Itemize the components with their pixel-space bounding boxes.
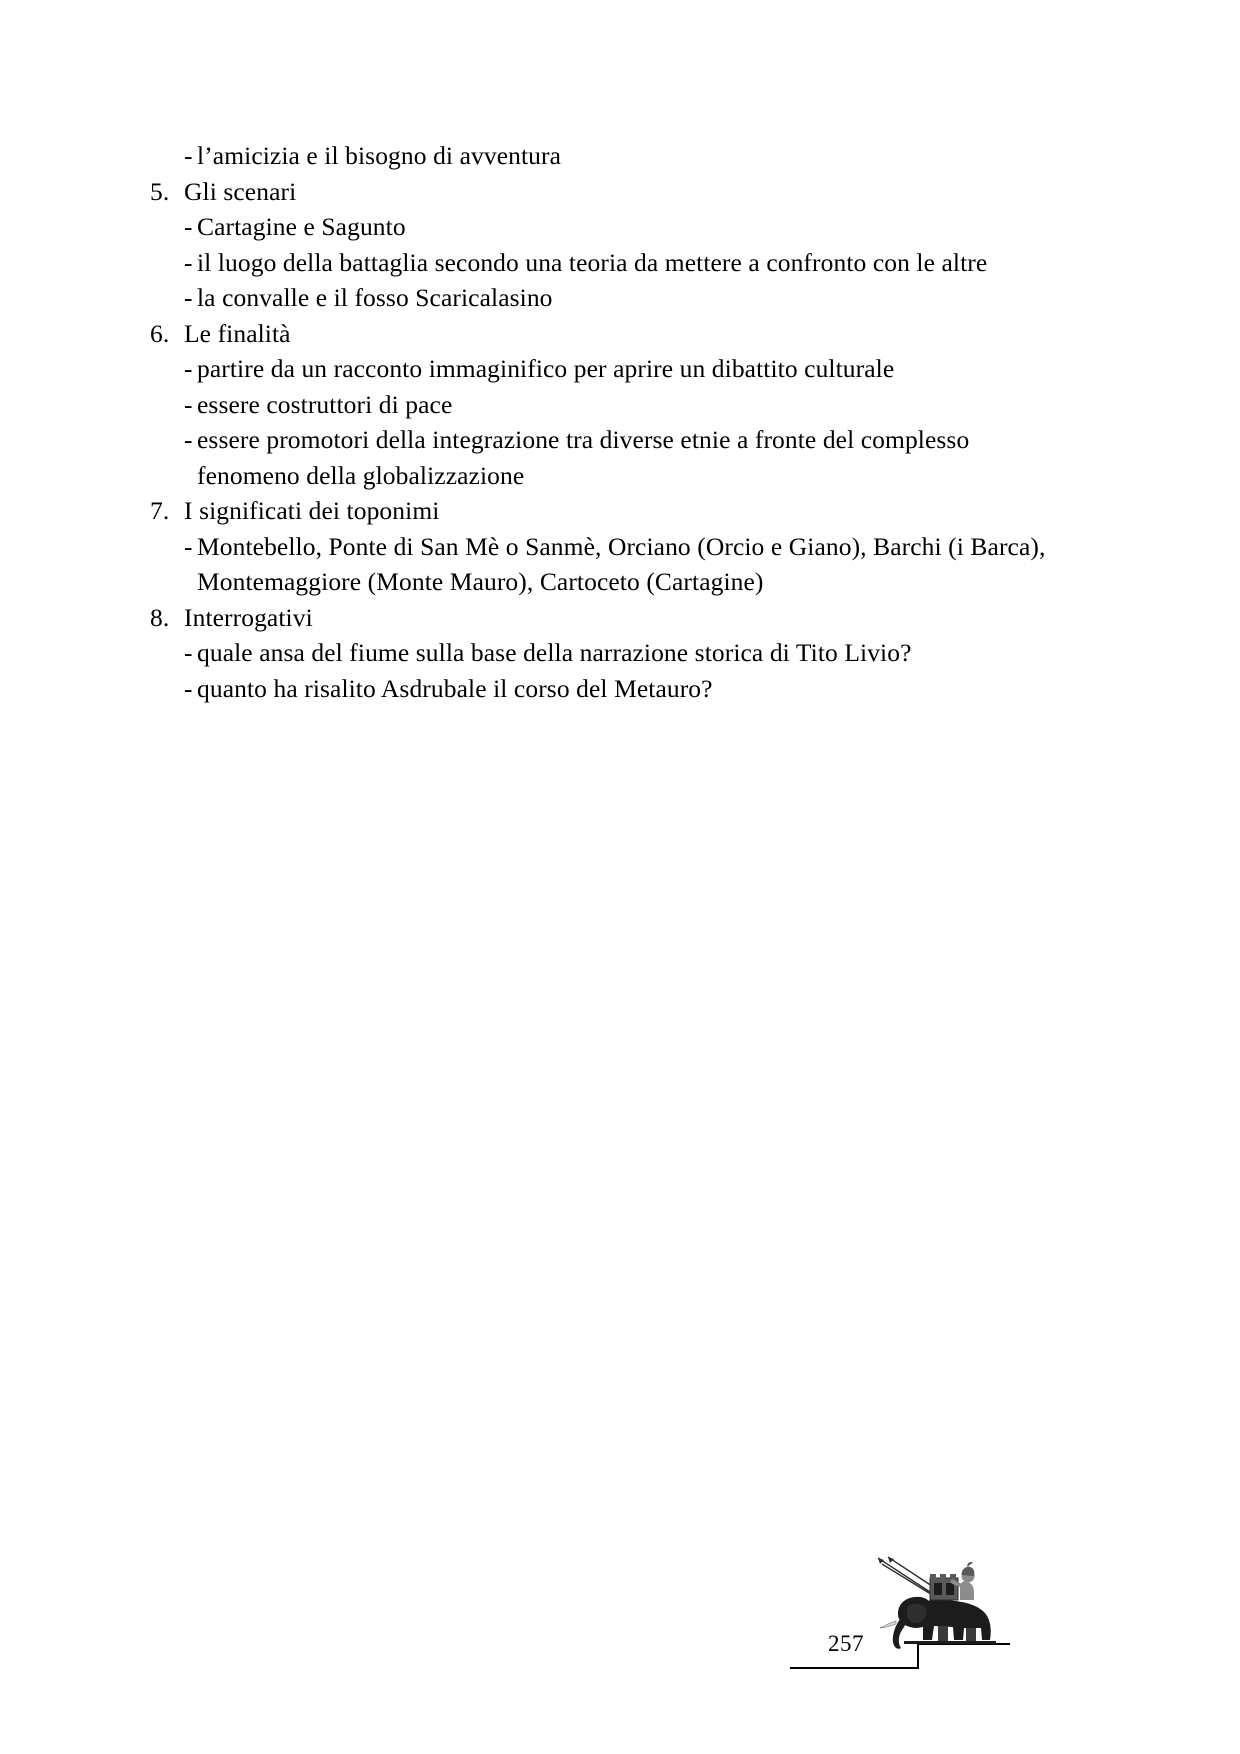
list-item-text: quanto ha risalito Asdrubale il corso del Metauro?: [197, 673, 713, 703]
list-item: [150, 351, 1050, 387]
list-item-text: I significati dei toponimi: [184, 496, 440, 525]
list-item-text: Montebello, Ponte di San Mè o Sanmè, Orciano (Orcio e Giano), Barchi (i Barca), Montemaggiore (Monte Mauro), Cartoceto (Cartagine): [197, 531, 1046, 596]
page-number: 257: [828, 1631, 864, 1656]
list-item: [150, 245, 1050, 281]
list-item: [150, 635, 1050, 671]
list-item-text: quale ansa del fiume sulla base della narrazione storica di Tito Livio?: [197, 638, 912, 667]
list-item-numbered: [150, 600, 1050, 636]
dash-marker: -: [184, 247, 193, 277]
dash-marker: -: [184, 212, 193, 241]
list-item: [150, 422, 1050, 493]
spears-icon: [878, 1557, 938, 1596]
dash-marker: -: [184, 425, 193, 454]
list-item-text: Interrogativi: [184, 602, 313, 632]
dash-marker: -: [184, 141, 193, 170]
dash-marker: -: [184, 673, 193, 703]
list-item: [150, 209, 1050, 245]
list-item-numbered: [150, 174, 1050, 210]
elephant-body-icon: [880, 1597, 991, 1649]
list-item-text: la convalle e il fosso Scaricalasino: [197, 283, 553, 312]
list-item-text: Le finalità: [184, 318, 291, 348]
list-item: [150, 671, 1050, 707]
list-item: [150, 529, 1050, 600]
list-item-text: partire da un racconto immaginifico per aprire un dibattito culturale: [197, 354, 895, 383]
war-elephant-with-rider-icon: [868, 1556, 998, 1676]
dash-marker: -: [184, 354, 193, 383]
dash-marker: -: [184, 283, 193, 312]
ground-shadow: [904, 1641, 996, 1644]
dash-marker: -: [184, 389, 193, 419]
list-item-numbered: [150, 316, 1050, 352]
list-item: [150, 138, 1050, 174]
list-item-number: 8.: [150, 602, 170, 632]
list-item-text: essere costruttori di pace: [197, 389, 453, 419]
list-item-text: Gli scenari: [184, 176, 297, 206]
list-item-text: Cartagine e Sagunto: [197, 212, 406, 241]
list-item-text: essere promotori della integrazione tra diverse etnie a fronte del complesso fenomeno della globalizzazione: [197, 425, 970, 490]
list-item-text: il luogo della battaglia secondo una teoria da mettere a confronto con le altre: [197, 247, 988, 277]
list-item-number: 6.: [150, 318, 170, 348]
list-item: [150, 280, 1050, 316]
list-item-number: 7.: [150, 496, 170, 525]
dash-marker: -: [184, 638, 193, 667]
howdah-tower-icon: [930, 1574, 958, 1600]
list-item-number: 5.: [150, 176, 170, 206]
list-item-numbered: [150, 493, 1050, 529]
outline-list: [150, 138, 1050, 706]
list-item-text: l’amicizia e il bisogno di avventura: [197, 141, 562, 170]
dash-marker: -: [184, 531, 193, 561]
list-item: [150, 387, 1050, 423]
